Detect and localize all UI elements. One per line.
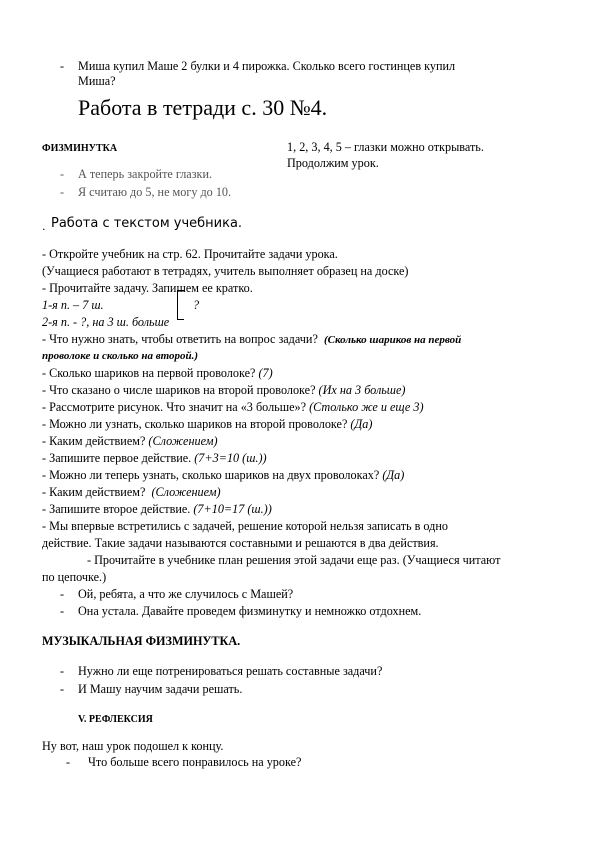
list-item: И Машу научим задачи решать. bbox=[78, 682, 243, 696]
closing-question: Что больше всего понравилось на уроке? bbox=[88, 755, 302, 769]
fizminutka-title: ФИЗМИНУТКА bbox=[42, 143, 118, 154]
intro-text-line-2: Миша? bbox=[78, 74, 116, 88]
question-line: - Каким действием? (Сложением) bbox=[42, 485, 221, 499]
question-line: - Можно ли узнать, сколько шариков на второй проволоке? (Да) bbox=[42, 417, 373, 431]
question-line: - Запишите второе действие. (7+10=17 (ш.)) bbox=[42, 502, 272, 516]
text-line: (Учащиеся работают в тетрадях, учитель выполняет образец на доске) bbox=[42, 264, 409, 278]
list-item: Нужно ли еще потренироваться решать составные задачи? bbox=[78, 664, 383, 678]
text-line: - Прочитайте в учебнике план решения этой задачи еще раз. (Учащиеся читают bbox=[87, 553, 501, 567]
brace-mark bbox=[177, 290, 184, 320]
question-line: - Можно ли теперь узнать, сколько шариков на двух проволоках? (Да) bbox=[42, 468, 405, 482]
list-bullet: - bbox=[60, 682, 65, 696]
fizminutka-right-line-2: Продолжим урок. bbox=[287, 156, 379, 170]
intro-text-line-1: Миша купил Маше 2 булки и 4 пирожка. Сколько всего гостинцев купил bbox=[78, 59, 456, 73]
text-line: по цепочке.) bbox=[42, 570, 107, 584]
question-line: - Каким действием? (Сложением) bbox=[42, 434, 218, 448]
task-note-line-2: 2-я п. - ?, на 3 ш. больше bbox=[42, 315, 170, 329]
answer-line: проволоке и сколько на второй.) bbox=[42, 350, 199, 362]
text-line: - Прочитайте задачу. Запишем ее кратко. bbox=[42, 281, 253, 295]
list-bullet: - bbox=[60, 59, 65, 73]
question-line: - Рассмотрите рисунок. Что значит на «3 больше»? (Столько же и еще 3) bbox=[42, 400, 424, 414]
list-bullet: - bbox=[60, 167, 65, 181]
task-note-line-1: 1-я п. – 7 ш. bbox=[42, 298, 104, 312]
text-line: - Откройте учебник на стр. 62. Прочитайте задачи урока. bbox=[42, 247, 338, 261]
fizminutka-right-line-1: 1, 2, 3, 4, 5 – глазки можно открывать. bbox=[287, 140, 484, 154]
question-line: - Что нужно знать, чтобы ответить на вопрос задачи? (Сколько шариков на первой bbox=[42, 332, 462, 346]
closing-line: Ну вот, наш урок подошел к концу. bbox=[42, 739, 224, 753]
list-bullet: - bbox=[60, 664, 65, 678]
list-bullet: - bbox=[60, 604, 65, 618]
music-fizminutka-title: МУЗЫКАЛЬНАЯ ФИЗМИНУТКА. bbox=[42, 634, 241, 648]
reflection-title: V. РЕФЛЕКСИЯ bbox=[78, 714, 153, 725]
section-prefix: . bbox=[42, 220, 46, 233]
fizminutka-item-1: А теперь закройте глазки. bbox=[78, 167, 213, 181]
text-line: действие. Такие задачи называются составными и решаются в два действия. bbox=[42, 536, 439, 550]
list-bullet: - bbox=[60, 587, 65, 601]
heading-workbook: Работа в тетради с. 30 №4. bbox=[78, 95, 328, 120]
question-line: - Запишите первое действие. (7+3=10 (ш.)) bbox=[42, 451, 267, 465]
question-line: - Что сказано о числе шариков на второй проволоке? (Их на 3 больше) bbox=[42, 383, 406, 397]
question-line: - Сколько шариков на первой проволоке? (7) bbox=[42, 366, 273, 380]
section-title: Работа с текстом учебника. bbox=[51, 216, 243, 231]
text-line: - Мы впервые встретились с задачей, решение которой нельзя записать в одно bbox=[42, 519, 448, 533]
fizminutka-item-2: Я считаю до 5, не могу до 10. bbox=[78, 185, 232, 199]
task-question-mark: ? bbox=[193, 298, 200, 312]
list-bullet: - bbox=[66, 755, 71, 769]
list-item: Ой, ребята, а что же случилось с Машей? bbox=[78, 587, 294, 601]
list-bullet: - bbox=[60, 185, 65, 199]
list-item: Она устала. Давайте проведем физминутку и немножко отдохнем. bbox=[78, 604, 422, 618]
